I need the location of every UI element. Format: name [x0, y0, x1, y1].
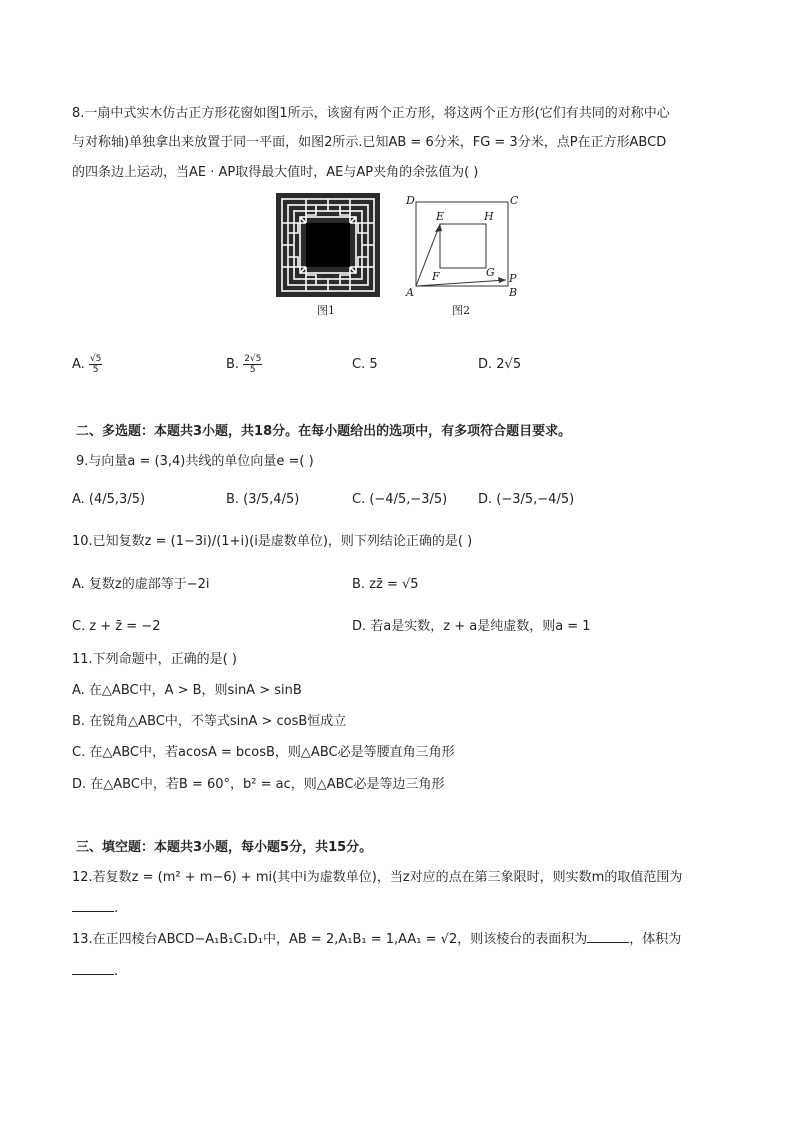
q13-volume-blank[interactable]: [72, 962, 114, 975]
q9-option-c: C. (−4/5,−3/5): [352, 492, 448, 507]
q8-option-d: D. 2√5: [478, 357, 522, 372]
q9-option-b: B. (3/5,4/5): [226, 492, 300, 507]
q8-option-b: B. $\frac{2√5}{5}$: [226, 354, 262, 375]
section2-heading: 二、多选题：本题共3小题，共18分。在每小题给出的选项中，有多项符合题目要求。: [76, 424, 572, 439]
q12-answer-line: .: [72, 899, 118, 919]
q11-option-d: D. 在△ABC中，若B = 60°，b² = ac，则△ABC必是等边三角形: [72, 777, 445, 792]
q10-option-c: C. z + z̄ = −2: [72, 619, 161, 634]
q12-line1: 12.若复数z = (m² + m−6) + mi(其中i为虚数单位)，当z对应的点在第三象限时，则实数m的取值范围为: [72, 870, 683, 885]
label-P: P: [509, 272, 517, 285]
figure1-lattice-window: [276, 193, 380, 297]
label-E: E: [436, 210, 445, 223]
label-F: F: [432, 270, 440, 283]
label-A: A: [406, 286, 414, 299]
q13-line1: 13.在正四棱台ABCD−A₁B₁C₁D₁中，AB = 2,A₁B₁ = 1,AA₁ = √2，则该棱台的表面积为 ，体积为: [72, 932, 682, 947]
q13-surface-area-blank[interactable]: [587, 930, 629, 943]
q10-option-b: B. zz̄ = √5: [352, 577, 419, 592]
figure2-geometry-diagram: [402, 192, 526, 302]
figure2-caption: 图2: [452, 304, 470, 317]
figure1-caption: 图1: [317, 304, 335, 317]
q8-line1: 8.一扇中式实木仿古正方形花窗如图1所示，该窗有两个正方形，将这两个正方形(它们有共同的对称中心: [72, 106, 670, 121]
q11-stem: 11.下列命题中，正确的是( ): [72, 652, 237, 667]
q10-stem: 10.已知复数z = (1−3i)/(1+i)(i是虚数单位)，则下列结论正确的是( ): [72, 534, 473, 549]
q8-line3: 的四条边上运动，当AE · AP取得最大值时，AE与AP夹角的余弦值为( ): [72, 165, 479, 180]
q13-answer-line: .: [72, 962, 118, 982]
q11-option-b: B. 在锐角△ABC中，不等式sinA > cosB恒成立: [72, 714, 347, 729]
q9-option-d: D. (−3/5,−4/5): [478, 492, 575, 507]
label-G: G: [486, 266, 495, 279]
label-H: H: [484, 210, 494, 223]
q9-stem: 9.与向量a = (3,4)共线的单位向量e =( ): [76, 454, 314, 469]
q12-answer-blank[interactable]: [72, 899, 114, 912]
label-B: B: [509, 286, 518, 299]
q8-option-a: A. $\frac{√5}{5}$: [72, 354, 102, 375]
q8-option-c: C. 5: [352, 357, 378, 372]
q11-option-a: A. 在△ABC中，A > B，则sinA > sinB: [72, 683, 302, 698]
q10-option-d: D. 若a是实数，z + a是纯虚数，则a = 1: [352, 619, 591, 634]
q8-line2: 与对称轴)单独拿出来放置于同一平面，如图2所示.已知AB = 6分米，FG = 3分米，点P在正方形ABCD: [72, 135, 667, 150]
section3-heading: 三、填空题：本题共3小题，每小题5分，共15分。: [76, 840, 373, 855]
q11-option-c: C. 在△ABC中，若acosA = bcosB，则△ABC必是等腰直角三角形: [72, 745, 455, 760]
label-C: C: [510, 194, 519, 207]
label-D: D: [406, 194, 415, 207]
q10-option-a: A. 复数z的虚部等于−2i: [72, 577, 210, 592]
q9-option-a: A. (4/5,3/5): [72, 492, 146, 507]
